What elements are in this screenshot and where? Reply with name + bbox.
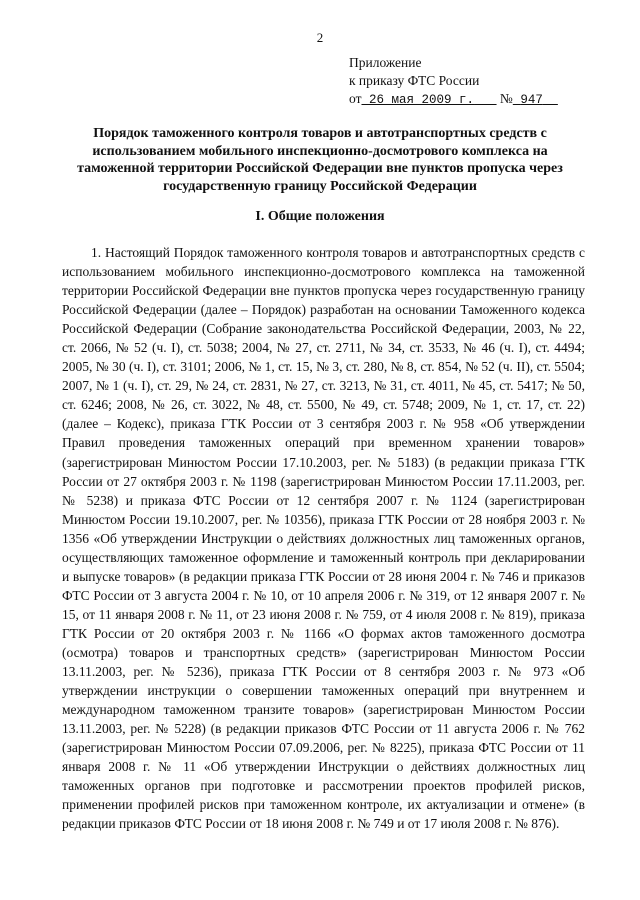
appendix-date-line [349,90,558,109]
page-number: 2 [316,30,324,45]
appendix-block [349,54,558,109]
order-number: 947 [520,93,543,107]
number-prefix: № [499,91,513,106]
document-title: Порядок таможенного контроля товаров и автотранспортных средств с использованием мобильного инспекционно-досмотрового комплекса на таможенной территории Российской Федерации вне пунктов пропуска через государственную границу Российской Федерации [77,126,563,194]
appendix-order-reference: к приказу ФТС России [349,73,480,88]
paragraph-1: 1. Настоящий Порядок таможенного контроля товаров и автотранспортных средств с использованием мобильного инспекционно-досмотрового комплекса на таможенной территории Российской Федерации вне пунктов пропуска через государственную границу Российской Федерации (далее – Порядок) разработан на основании Таможенного кодекса Российской Федерации (Собрание законодательства Российской Федерации, 2003, № 22, ст. 2066, № 52 (ч. I), ст. 5038; 2004, № 27, ст. 2711, № 34, ст. 3533, № 46 (ч. I), ст. 4494; 2005, № 30 (ч. I), ст. 3101; 2006, № 1, ст. 15, № 3, ст. 280, № 8, ст. 854, № 52 (ч. II), ст. 5504; 2007, № 1 (ч. I), ст. 29, № 24, ст. 2831, № 27, ст. 3213, № 31, ст. 4011, № 45, ст. 5417; № 50, ст. 6246; 2008, № 26, ст. 3022, № 48, ст. 5500, № 49, ст. 5748; 2009, № 1, ст. 17, ст. 22) (далее – Кодекс), приказа ГТК России от 3 сентября 2003 г. № 958 «Об утверждении Правил проведения таможенных операций при временном хранении товаров» (зарегистрирован Минюстом России 17.10.2003, рег. № 5183) (в редакции приказа ГТК России от 27 октября 2003 г. № 1198 (зарегистрирован Минюстом России 17.11.2003, рег. № 5238) и приказа ФТС России от 12 сентября 2007 г. № 1124 (зарегистрирован Минюстом России 19.10.2007, рег. № 10356), приказа ГТК России от 28 ноября 2003 г. № 1356 «Об утверждении Инструкции о действиях должностных лиц таможенных органов, осуществляющих таможенное оформление и таможенный контроль при декларировании и выпуске товаров» (в редакции приказа ГТК России от 28 июня 2004 г. № 746 и приказов ФТС России от 3 августа 2004 г. № 10, от 10 апреля 2006 г. № 319, от 12 января 2007 г. № 15, от 11 января 2008 г. № 11, от 23 июня 2008 г. № 759, от 4 июля 2008 г. № 819), приказа ГТК России от 20 октября 2003 г. № 1166 «О формах актов таможенного досмотра (осмотра) товаров и транспортных средств» (зарегистрирован Минюстом России 13.11.2003, рег. № 5236), приказа ГТК России от 8 сентября 2003 г. № 973 «Об утверждении инструкции о совершении таможенных операций при внутреннем и международном таможенном транзите товаров» (зарегистрирован Минюстом России 13.11.2003, рег. № 5228) (в редакции приказов ФТС России от 11 августа 2006 г. № 762 (зарегистрирован Минюстом России 07.09.2006, рег. № 8225), приказа ФТС России от 11 января 2008 г. № 11 «Об утверждении Инструкции о действиях должностных лиц таможенных органов при подготовке и рассмотрении проектов профилей рисков, применении профилей рисков при таможенном контроле, их актуализации и отмене» (в редакции приказов ФТС России от 18 июня 2008 г. № 749 и от 17 июля 2008 г. № 876). [62,245,585,832]
order-date: 26 мая 2009 г. [369,93,475,107]
date-prefix: от [349,91,362,106]
section-heading: I. Общие положения [255,209,385,224]
appendix-label: Приложение [349,55,422,70]
